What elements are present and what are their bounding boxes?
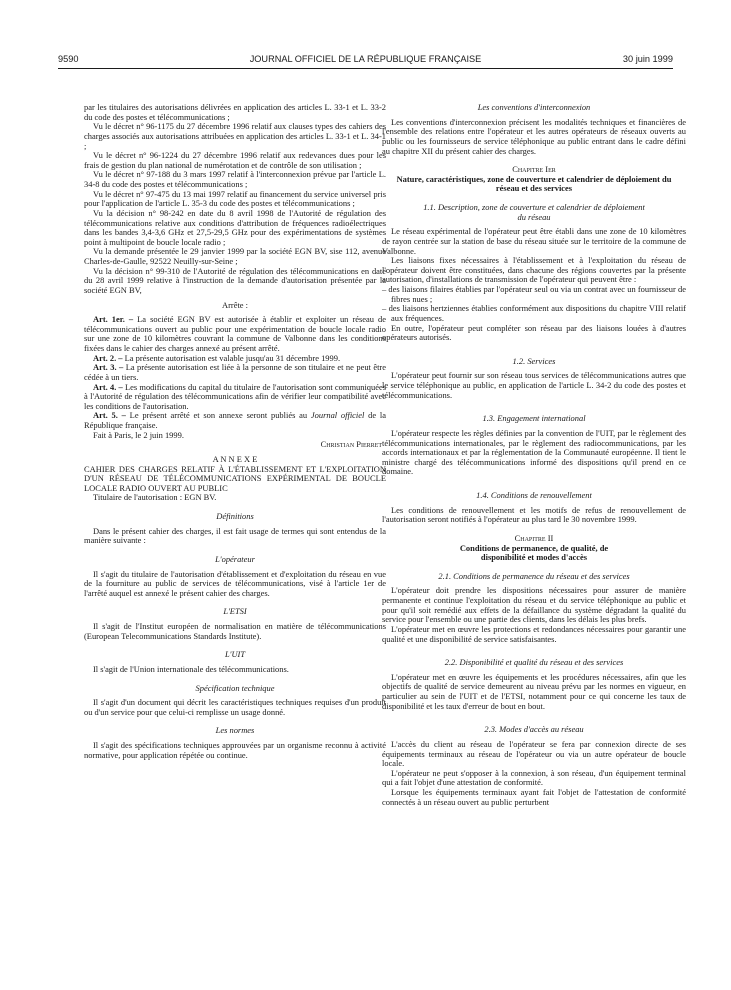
paragraph: L'opérateur met en œuvre les équipements et les procédures nécessaires, afin que les objectifs de qualité de service demeurent au niveau prévu par les normes en vigueur, en particulier au sein de l'UIT et de l'ETSI, notamment pour ce qui concerne les taux de disponibilité et les taux d'erreur de bout en bout.	[382, 671, 686, 711]
subsection-heading: 1.4. Conditions de renouvellement	[476, 490, 592, 500]
article-3: Art. 3. – La présente autorisation est liée à la personne de son titulaire et ne peut être cédée à un tiers.	[84, 362, 386, 382]
paragraph: L'opérateur met en œuvre les protections et redondances nécessaires pour garantir une qualité et une disponibilité de service satisfaisantes.	[382, 623, 686, 644]
paragraph: Les conventions d'interconnexion précisent les modalités techniques et financières de l'ensemble des relations entre l'opérateur et les autres opérateurs de réseaux ouverts au public ou les fournisseurs de service téléphonique au public entrant dans le cadre défini au chapitre XII du présent cahier des charges.	[382, 116, 686, 156]
chapter-title: Nature, caractéristiques, zone de couverture et calendrier de déploiement du réseau et des services	[396, 173, 672, 194]
right-column	[382, 103, 686, 807]
page-number: 9590	[58, 54, 79, 64]
paragraph: En outre, l'opérateur peut compléter son réseau par des liaisons louées à d'autres opérateurs autorisés.	[382, 322, 686, 343]
chapter-title: Conditions de permanence, de qualité, de disponibilité et modes d'accès	[459, 542, 609, 563]
annexe-heading: A N N E X E	[212, 453, 258, 464]
section-heading: Définitions	[216, 511, 254, 521]
subsection-heading: 1.1. Description, zone de couverture et calendrier de déploiement du réseau	[423, 202, 645, 222]
signature: Christian Pierret	[320, 439, 382, 450]
paragraph: Vu le décret n° 97-188 du 3 mars 1997 relatif à l'interconnexion prévue par l'article L. 34-8 du code des postes et télécommunications ;	[84, 169, 386, 189]
signature-place-date: Fait à Paris, le 2 juin 1999.	[93, 429, 184, 440]
article-label: Art. 1er. –	[93, 314, 134, 325]
article-label: Art. 3. –	[93, 362, 124, 373]
article-label: Art. 2. –	[93, 352, 123, 363]
paragraph: Il s'agit d'un document qui décrit les caractéristiques techniques requises d'un produit ou d'un service pour que celui-ci remplisse un usage donné.	[84, 697, 386, 717]
issue-date: 30 juin 1999	[622, 54, 673, 64]
paragraph: Il s'agit de l'Union internationale des télécommunications.	[93, 663, 289, 674]
journal-title: JOURNAL OFFICIEL DE LA RÉPUBLIQUE FRANÇAISE	[249, 54, 482, 64]
arrete-heading: Arrête :	[221, 299, 248, 310]
titulaire: Titulaire de l'autorisation : EGN BV.	[93, 492, 217, 503]
section-heading: Les conventions d'interconnexion	[477, 102, 591, 112]
paragraph: Vu la décision n° 98-242 en date du 8 avril 1998 de l'Autorité de régulation des télécommunications relative aux conditions d'attribution de fréquences radioélectriques dans les bandes 3,4-3,6 GHz et 27,5-29,5 GHz pour des expérimentations de systèmes point à multipoint de boucle locale radio ;	[84, 207, 386, 247]
list-item: – des liaisons hertziennes établies conformément aux dispositions du chapitre VIII relatif aux fréquences.	[382, 303, 686, 323]
header-rule	[58, 68, 673, 69]
paragraph: L'opérateur respecte les règles définies par la convention de l'UIT, par le règlement des télécommunications internationales, par le règlement des radiocommunications, par les accords internationaux et par la réglementation de la Communauté européenne. Il tient le ministre chargé des télécommunications informé des dispositions qu'il prend en ce domaine.	[382, 427, 686, 477]
paragraph: Vu le décret n° 96-1175 du 27 décembre 1996 relatif aux clauses types des cahiers des charges associés aux autorisations attribuées en application des articles L. 33-1 et L. 34-1 ;	[84, 121, 386, 151]
subsection-heading: 2.1. Conditions de permanence du réseau et des services	[438, 570, 630, 581]
paragraph: L'opérateur peut fournir sur son réseau tous services de télécommunications autres que le service téléphonique au public, en application de l'article L. 34-2 du code des postes et télécommunications.	[382, 370, 686, 400]
paragraph: Il s'agit de l'Institut européen de normalisation en matière de télécommunications (European Telecommunications Standards Institute).	[84, 621, 386, 641]
paragraph: Les conditions de renouvellement et les motifs de refus de renouvellement de l'autorisation seront notifiés à l'opérateur au plus tard le 30 novembre 1999.	[382, 504, 686, 525]
paragraph: Il s'agit du titulaire de l'autorisation d'établissement et d'exploitation du réseau en vue de la fourniture au public de services de télécommunications, visé à l'article 1er de l'arrêté auquel est annexé le présent cahier des charges.	[84, 568, 386, 598]
chapter-heading: Chapitre Ier	[512, 164, 556, 175]
section-heading: Les normes	[215, 725, 255, 736]
paragraph: Vu la décision n° 99-310 de l'Autorité de régulation des télécommunications en date du 28 avril 1999 relative à l'instruction de la demande d'autorisation présentée par la société EGN BV,	[84, 265, 386, 295]
article-2: Art. 2. – La présente autorisation est valable jusqu'au 31 décembre 1999.	[93, 352, 341, 363]
paragraph: par les titulaires des autorisations délivrées en application des articles L. 33-1 et L. 33-2 du code des postes et télécommunications ;	[84, 102, 386, 122]
paragraph: Vu la demande présentée le 29 janvier 1999 par la société EGN BV, sise 112, avenue Charles-de-Gaulle, 92522 Neuilly-sur-Seine ;	[84, 246, 386, 266]
paragraph: Il s'agit des spécifications techniques approuvées par un organisme reconnu à activité normative, pour application répétée ou continue.	[84, 740, 386, 760]
subsection-heading: 1.2. Services	[512, 355, 556, 366]
left-column	[84, 103, 386, 760]
subsection-heading: 2.2. Disponibilité et qualité du réseau et des services	[444, 657, 624, 668]
article-5: Art. 5. – Le présent arrêté et son annexe seront publiés au Journal officiel de la République française.	[84, 410, 386, 430]
article-label: Art. 4. –	[93, 381, 123, 392]
article-4: Art. 4. – Les modifications du capital du titulaire de l'autorisation sont communiquées à l'Autorité de régulation des télécommunications afin de vérifier leur compatibilité avec les conditions de l'autorisation.	[84, 381, 386, 411]
list-item: – des liaisons filaires établies par l'opérateur seul ou via un contrat avec un fournisseur de fibres nues ;	[382, 284, 686, 304]
paragraph: L'accès du client au réseau de l'opérateur se fera par connexion directe de ses équipements terminaux au réseau de l'opérateur ou via un autre opérateur de boucle locale.	[382, 738, 686, 769]
chapter-heading: Chapitre II	[514, 532, 554, 543]
subsection-heading: 2.3. Modes d'accès au réseau	[484, 724, 584, 735]
page-header	[58, 54, 673, 68]
paragraph: Vu le décret n° 97-475 du 13 mai 1997 relatif au financement du service universel pris pour l'application de l'article L. 35-3 du code des postes et télécommunications ;	[84, 188, 386, 209]
paragraph: Le réseau expérimental de l'opérateur peut être établi dans une zone de 10 kilomètres de rayon centrée sur la station de base du réseau située sur le territoire de la commune de Valbonne.	[382, 226, 686, 256]
paragraph: Les liaisons fixes nécessaires à l'établissement et à l'exploitation du réseau de l'opérateur doivent être constituées, dans chacune des régions couvertes par la présente autorisation, d'installations de transmission de l'opérateur qui peuvent être :	[382, 255, 686, 285]
paragraph: L'opérateur doit prendre les dispositions nécessaires pour assurer de manière permanente et continue l'exploitation du réseau et du service téléphonique au public et pour qu'il soit remédié aux effets de la défaillance du système dégradant la qualité du service pour l'ensemble ou une partie des clients, dans les délais les plus brefs.	[382, 585, 686, 625]
section-heading: L'ETSI	[223, 606, 247, 617]
article-label: Art. 5. –	[93, 410, 126, 421]
cahier-title: CAHIER DES CHARGES RELATIF À L'ÉTABLISSEMENT ET L'EXPLOITATION D'UN RÉSEAU DE TÉLÉCOMMUNICATIONS EXPÉRIMENTAL DE BOUCLE LOCALE RADIO OUVERT AU PUBLIC	[84, 463, 386, 493]
paragraph: Dans le présent cahier des charges, il est fait usage de termes qui sont entendus de la manière suivante :	[84, 525, 386, 546]
section-heading: L'UIT	[224, 649, 246, 660]
paragraph: Lorsque les équipements terminaux ayant fait l'objet de l'attestation de conformité connectés à un réseau ouvert au public perturbent	[382, 787, 686, 807]
subsection-heading: 1.3. Engagement international	[482, 413, 586, 424]
article-1: Art. 1er. – La société EGN BV est autorisée à établir et exploiter un réseau de télécommunications ouvert au public pour une expérimentation de boucle locale radio sur une zone de 10 kilomètres couvrant la commune de Valbonne dans les conditions fixées dans le cahier des charges annexé au présent arrêté.	[84, 314, 386, 353]
paragraph: Vu le décret n° 96-1224 du 27 décembre 1996 relatif aux redevances dues pour les frais de gestion du plan national de numérotation et de contrôle de son utilisation ;	[84, 150, 386, 170]
section-heading: L'opérateur	[215, 553, 255, 564]
paragraph: L'opérateur ne peut s'opposer à la connexion, à son réseau, d'un équipement terminal qui a fait l'objet d'une attestation de conformité.	[382, 767, 686, 788]
section-heading: Spécification technique	[195, 682, 275, 693]
